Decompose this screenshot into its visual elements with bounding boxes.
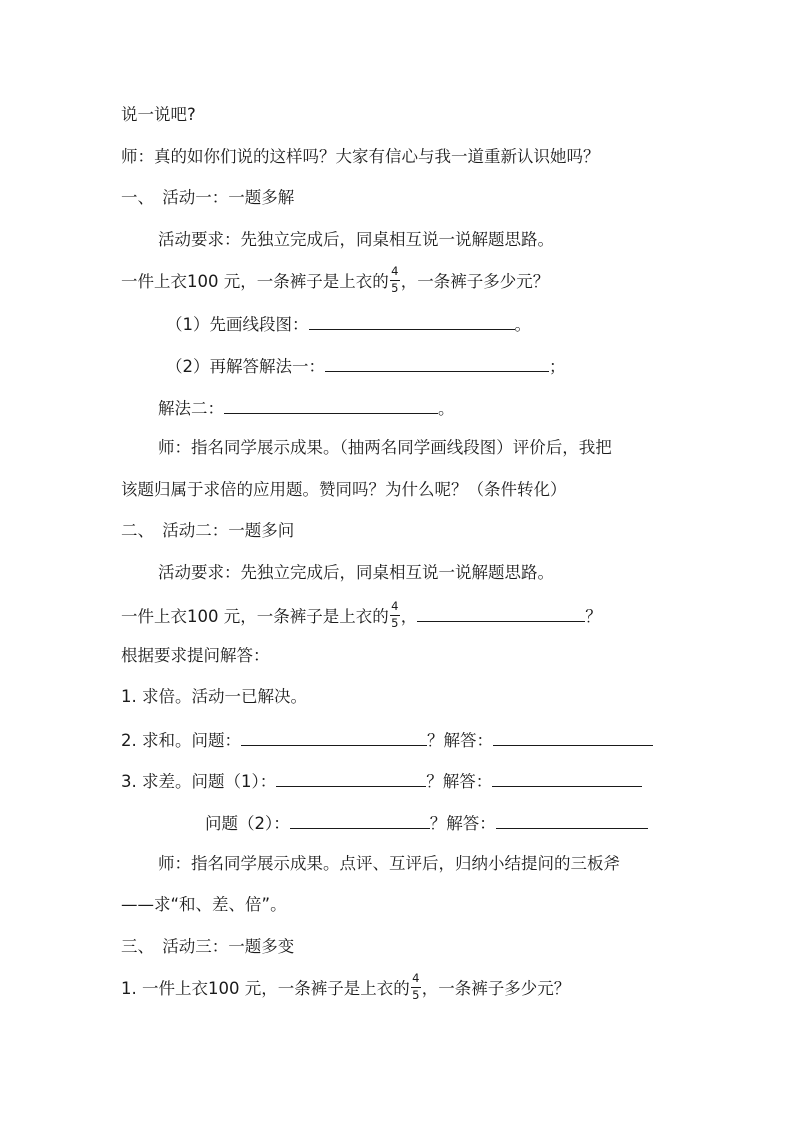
question-blank[interactable]	[276, 769, 426, 787]
fraction-numerator: 4	[412, 971, 420, 985]
text-span: 解法二：	[158, 399, 224, 418]
answer-blank[interactable]	[493, 728, 653, 746]
section-heading-1	[121, 187, 294, 209]
text-span: 2. 求和。问题：	[121, 731, 241, 750]
answer-blank[interactable]	[496, 811, 648, 829]
fraction-denominator: 5	[412, 988, 420, 1002]
question-blank[interactable]	[241, 728, 427, 746]
text-line	[121, 479, 567, 501]
text-span: （2）再解答解法一：	[166, 357, 325, 376]
answer-blank[interactable]	[224, 396, 438, 414]
fraction-numerator: 4	[391, 599, 399, 613]
text-line	[158, 853, 620, 875]
text-span: ，一条裤子多少元？	[400, 272, 550, 291]
text-span: ？解答：	[429, 814, 496, 833]
fraction	[390, 599, 400, 630]
text-line	[158, 437, 612, 459]
answer-blank[interactable]	[417, 604, 585, 622]
answer-blank[interactable]	[325, 354, 549, 372]
text-span: 1. 一件上衣100 元，一条裤子是上衣的	[121, 979, 410, 998]
section-heading-2	[121, 520, 294, 542]
fraction	[411, 971, 421, 1002]
text-line	[121, 645, 270, 667]
text-span: 根据要求提问解答：	[121, 646, 270, 665]
text-span: ，	[400, 607, 418, 626]
text-line	[205, 811, 648, 835]
text-span: 师：指名同学展示成果。（抽两名同学画线段图）评价后，我把	[158, 438, 612, 457]
heading-text: 二、 活动二：一题多问	[121, 521, 295, 540]
fraction-denominator: 5	[391, 616, 399, 630]
text-line	[121, 104, 196, 126]
problem-line	[121, 264, 550, 295]
text-line	[121, 146, 600, 168]
text-line	[121, 728, 653, 752]
text-span: 一件上衣100 元，一条裤子是上衣的	[121, 607, 389, 626]
text-line	[158, 396, 455, 420]
text-span: ，一条裤子多少元？	[421, 979, 571, 998]
text-span: 该题归属于求倍的应用题。赞同吗？为什么呢？（条件转化）	[121, 480, 567, 499]
text-span: 。	[438, 399, 455, 418]
text-span: 活动要求：先独立完成后，同桌相互说一说解题思路。	[158, 230, 554, 249]
text-span: ？解答：	[426, 772, 493, 791]
heading-text: 三、 活动三：一题多变	[121, 937, 295, 956]
fraction-denominator: 5	[391, 281, 399, 295]
text-span: 问题（2）：	[205, 814, 290, 833]
text-line	[121, 686, 307, 708]
fraction	[390, 264, 400, 295]
text-line	[121, 769, 642, 793]
text-span: （1）先画线段图：	[166, 315, 309, 334]
text-span: ——求“和、差、倍”。	[121, 895, 287, 914]
text-span: 师：真的如你们说的这样吗？大家有信心与我一道重新认识她吗？	[121, 147, 600, 166]
section-heading-3	[121, 936, 294, 958]
problem-line	[121, 599, 602, 630]
text-span: ？解答：	[427, 731, 493, 750]
text-line	[158, 562, 554, 584]
answer-blank[interactable]	[492, 769, 642, 787]
text-span: 说一说吧?	[121, 105, 196, 124]
answer-blank[interactable]	[309, 312, 515, 330]
text-span: ；	[549, 357, 566, 376]
text-span: ？	[585, 607, 602, 626]
text-line	[166, 312, 531, 336]
text-span: 一件上衣100 元，一条裤子是上衣的	[121, 272, 389, 291]
text-span: 活动要求：先独立完成后，同桌相互说一说解题思路。	[158, 563, 554, 582]
text-span: 。	[514, 315, 531, 334]
problem-line	[121, 971, 571, 1002]
fraction-numerator: 4	[391, 264, 399, 278]
text-span: 1. 求倍。活动一已解决。	[121, 687, 307, 706]
text-line	[166, 354, 566, 378]
heading-text: 一、 活动一：一题多解	[121, 188, 295, 207]
text-line	[158, 229, 554, 251]
text-span: 师：指名同学展示成果。点评、互评后，归纳小结提问的三板斧	[158, 854, 620, 873]
text-line	[121, 894, 287, 916]
question-blank[interactable]	[290, 811, 430, 829]
text-span: 3. 求差。问题（1）：	[121, 772, 277, 791]
